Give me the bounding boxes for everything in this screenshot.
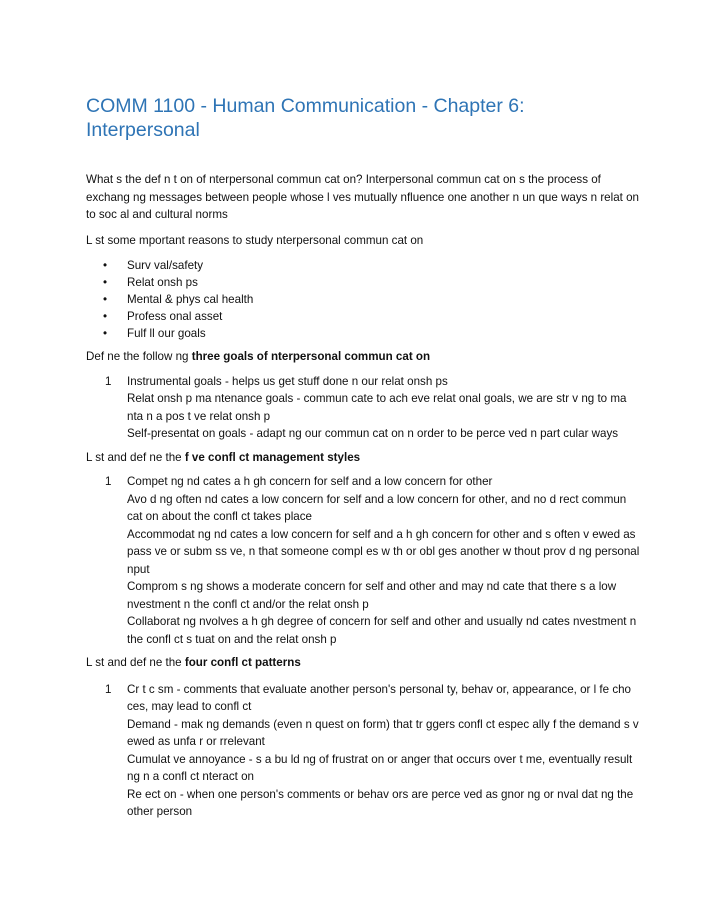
- list-item: Accommodat ng nd cates a low concern for self and a h gh concern for other and s often v ewed as pass ve or subm ss ve, n that someone compl es w th or obl ges another w thout prov d ng personal nput: [127, 527, 640, 576]
- q5-paragraph: [86, 654, 642, 672]
- list-item-text: Profess onal asset: [127, 310, 223, 323]
- document-page: [86, 94, 642, 821]
- list-item: Re ect on - when one person's comments or behav ors are perce ved as gnor ng or nval dat ng the other person: [127, 787, 634, 818]
- list-item: Cumulat ve annoyance - s a bu ld ng of frustrat on or anger that occurs over t me, eventually result ng n a confl ct nteract on: [127, 752, 633, 783]
- q4-bold: f ve confl ct management styles: [184, 450, 361, 464]
- styles-list: [86, 473, 642, 648]
- list-item: Cr t c sm - comments that evaluate another person's personal ty, behav or, appearance, or l fe cho ces, may lead to confl ct: [127, 682, 632, 713]
- list-item-text: Surv val/safety: [127, 259, 204, 272]
- bullet-icon: •: [103, 276, 108, 289]
- list-item: Relat onsh p ma ntenance goals - commun cate to ach eve relat onal goals, we are str v ng to ma nta n a pos t ve relat onsh p: [127, 392, 627, 423]
- list-item: Demand - mak ng demands (even n quest on form) that tr ggers confl ct espec ally f the demand s v ewed as unfa r or rrelevant: [127, 717, 639, 748]
- list-item: [86, 325, 642, 342]
- q5-prefix: L st and def ne the: [86, 656, 185, 669]
- bullet-icon: •: [103, 327, 108, 340]
- list-item: Instrumental goals - helps us get stuff done n our relat onsh ps: [127, 374, 448, 388]
- q4-prefix: L st and def ne the: [86, 450, 185, 464]
- patterns-list: [86, 681, 642, 821]
- q3-prefix: Def ne the follow ng: [86, 350, 192, 363]
- q3-bold: three goals of nterpersonal commun cat on: [191, 350, 431, 363]
- list-number: 1: [105, 682, 112, 696]
- list-number: 1: [105, 374, 112, 388]
- list-item-text: Relat onsh ps: [127, 276, 198, 289]
- list-item-text: Mental & phys cal health: [127, 293, 254, 306]
- list-item: [86, 274, 642, 291]
- document-title: COMM 1100 - Human Communication - Chapter 6: Interpersonal: [86, 95, 525, 141]
- q3-paragraph: [86, 348, 642, 366]
- q4-paragraph: [86, 449, 642, 467]
- q1-paragraph: What s the def n t on of nterpersonal commun cat on? Interpersonal commun cat on s the process of exchang ng messages between people whose l ves mutually nfluence one another n un que ways n relat on to soc al and cultural norms: [86, 173, 639, 221]
- q5-bold: four confl ct patterns: [184, 656, 301, 669]
- reasons-list: [86, 257, 642, 342]
- list-item: Compet ng nd cates a h gh concern for self and a low concern for other: [127, 475, 493, 488]
- list-item-text: Fulf ll our goals: [127, 327, 206, 340]
- list-item: Comprom s ng shows a moderate concern for self and other and may nd cate that there s a low nvestment n the confl ct and/or the relat onsh p: [127, 580, 617, 611]
- list-item: Collaborat ng nvolves a h gh degree of concern for self and other and usually nd cates nvestment n the confl ct s tuat on and the relat onsh p: [127, 615, 637, 646]
- q2-paragraph: L st some mportant reasons to study nterpersonal commun cat on: [86, 233, 424, 247]
- list-item: Self-presentat on goals - adapt ng our commun cat on n order to be perce ved n part cular ways: [127, 427, 619, 440]
- bullet-icon: •: [103, 259, 108, 272]
- list-number: 1: [105, 475, 112, 488]
- goals-list: [86, 373, 642, 443]
- list-item: [86, 308, 642, 325]
- bullet-icon: •: [103, 310, 108, 323]
- list-item: [86, 291, 642, 308]
- list-item: [86, 257, 642, 274]
- bullet-icon: •: [103, 293, 108, 306]
- list-item: Avo d ng often nd cates a low concern for self and a low concern for other, and no d rect commun cat on about the confl ct takes place: [127, 492, 627, 523]
